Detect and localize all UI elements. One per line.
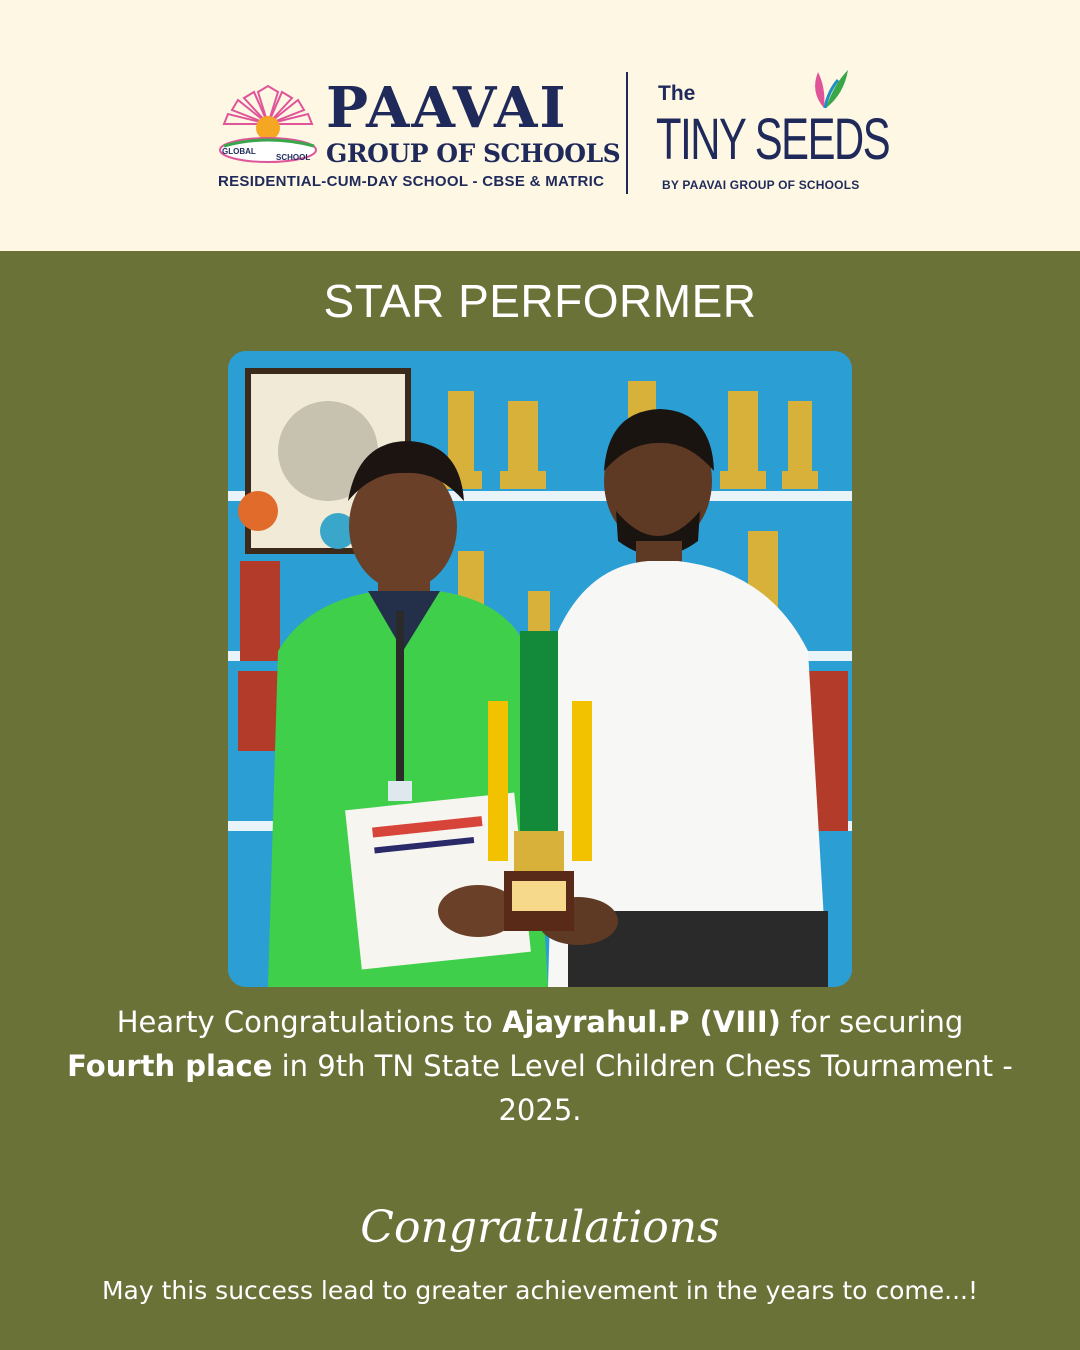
- student-name: Ajayrahul.P (VIII): [502, 1005, 781, 1039]
- award-photo: [228, 351, 852, 987]
- paavai-logo-emblem: [218, 84, 318, 166]
- school-name: PAAVAI: [326, 75, 568, 141]
- leaf-icon: [800, 62, 850, 112]
- page-title: STAR PERFORMER: [323, 275, 757, 327]
- message-pre: Hearty Congratulations to: [116, 1005, 503, 1039]
- svg-text:Congratulations: Congratulations: [360, 1202, 720, 1253]
- congratulations-script: [0, 1186, 1080, 1266]
- brand-the: The: [658, 82, 696, 105]
- brand-name: TINY SEEDS: [656, 107, 890, 172]
- svg-text:GLOBAL: GLOBAL: [222, 147, 256, 156]
- header-banner: [0, 0, 1080, 251]
- logo-divider: [626, 72, 628, 194]
- school-tagline: RESIDENTIAL-CUM-DAY SCHOOL - CBSE & MATRIC: [218, 173, 605, 190]
- svg-text:SCHOOL: SCHOOL: [276, 153, 311, 162]
- message-mid: for securing: [780, 1005, 964, 1039]
- brand-by: BY PAAVAI GROUP OF SCHOOLS: [662, 178, 860, 192]
- message-post: in 9th TN State Level Children Chess Tournament - 2025.: [272, 1049, 1013, 1127]
- congratulation-message: [60, 1000, 1020, 1132]
- closing-line: May this success lead to greater achievement in the years to come...!: [101, 1276, 979, 1305]
- school-group: GROUP OF SCHOOLS: [326, 139, 621, 168]
- achievement-position: Fourth place: [67, 1049, 273, 1083]
